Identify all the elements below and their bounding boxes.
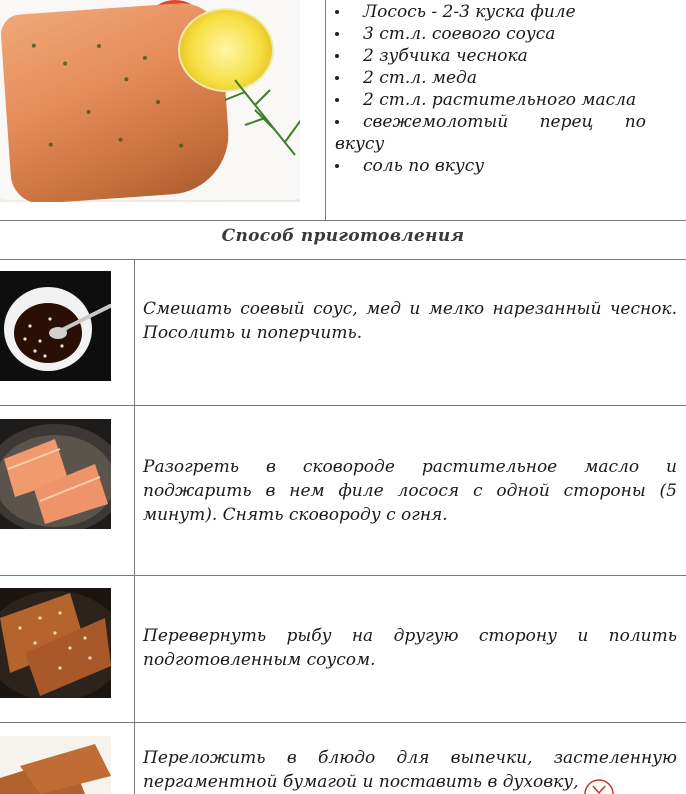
method-heading: Способ приготовления — [221, 226, 465, 246]
step-1-text: Смешать соевый соус, мед и мелко нарезанный чеснок. Посолить и поперчить. — [143, 299, 677, 343]
step-1-photo — [0, 271, 111, 381]
step-3-text: Перевернуть рыбу на другую сторону и полить подготовленным соусом. — [143, 626, 677, 670]
step-4-text: Переложить в блюдо для выпечки, застеленную пергаментной бумагой и поставить в духовку, — [143, 748, 677, 792]
watermark-icon — [583, 776, 615, 794]
step-2-text: Разогреть в сковороде растительное масло и поджарить в нем филе лосося с одной стороны (5 минут). Снять сковороду с огня. — [143, 457, 677, 525]
dish-photo — [0, 0, 300, 202]
step-2-photo — [0, 419, 111, 529]
step-3-photo — [0, 588, 111, 698]
step-4-photo — [0, 736, 111, 794]
